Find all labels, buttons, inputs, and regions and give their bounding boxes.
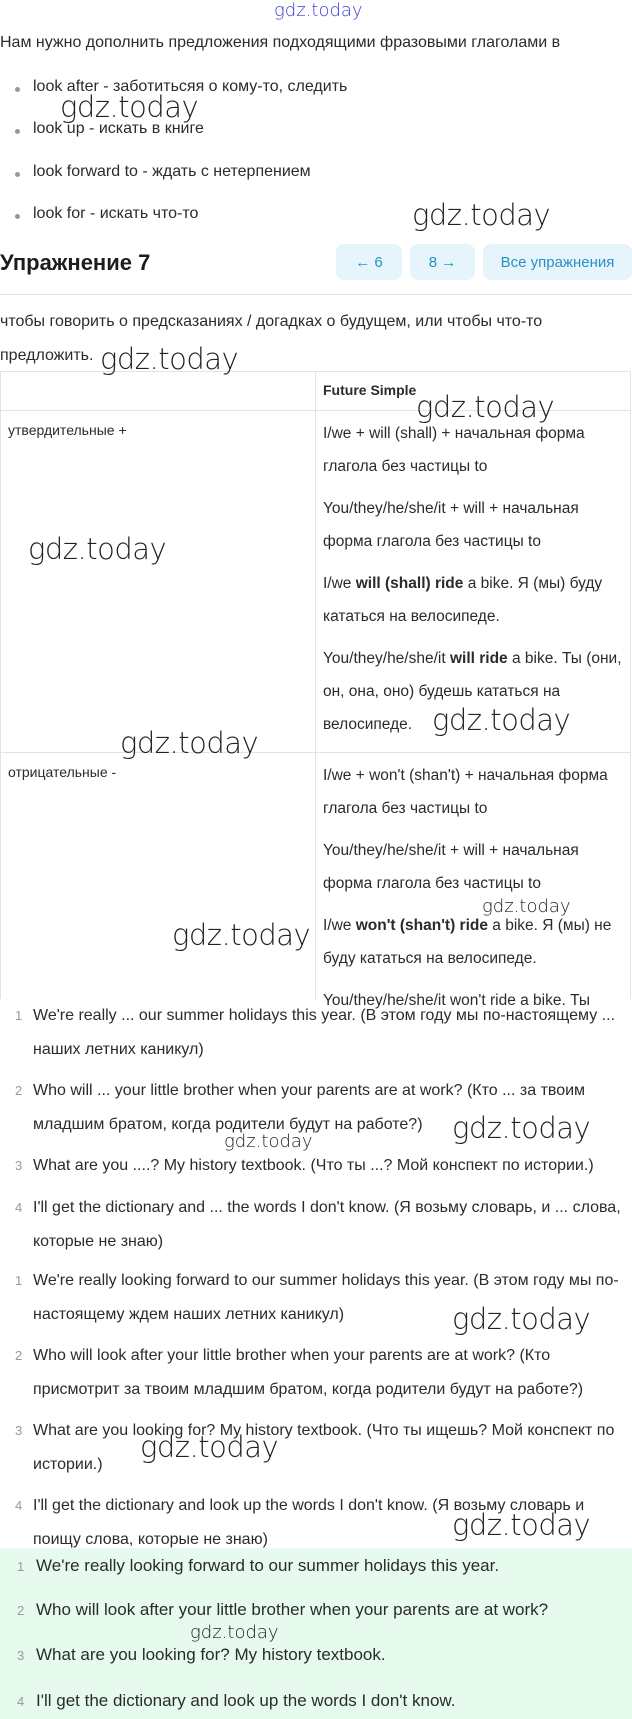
watermark: gdz.today xyxy=(190,1622,279,1643)
example-text: I/we xyxy=(323,575,356,592)
example-verb: won't (shan't) ride xyxy=(355,917,488,934)
table-cell: You/they/he/she/it won't ride a bike. Ты xyxy=(323,992,591,1009)
explanation-text: чтобы говорить о предсказаниях / догадках о будущем, или чтобы что-то предложить. xyxy=(0,313,543,364)
item-number: 1 xyxy=(17,1559,25,1574)
watermark: gdz.today xyxy=(452,1302,591,1336)
item-text: We're really looking forward to our summer holidays this year. xyxy=(36,1556,500,1575)
watermark: gdz.today xyxy=(28,532,167,566)
row-label-negative: отрицательные - xyxy=(8,764,117,780)
item-text: Who will ... your little brother when your parents are at work? (Кто ... за твоим младшим братом, когда родители будут на работе?) xyxy=(33,1082,586,1133)
watermark: gdz.today xyxy=(452,1508,591,1542)
example-verb: will ride xyxy=(449,650,508,667)
watermark: gdz.today xyxy=(412,198,551,232)
item-number: 4 xyxy=(17,1694,25,1709)
example-text: You/they/he/she/it xyxy=(323,650,450,667)
watermark: gdz.today xyxy=(140,1430,279,1464)
item-number: 4 xyxy=(15,1498,23,1513)
next-exercise-button[interactable]: 8 → xyxy=(410,244,475,280)
example-text: a bike. Я (мы) не буду кататься на велосипеде. xyxy=(323,917,612,967)
item-number: 2 xyxy=(15,1083,23,1098)
table-divider xyxy=(1,752,630,753)
table-header: Future Simple xyxy=(323,382,417,398)
watermark: gdz.today xyxy=(432,703,571,737)
example-verb: will (shall) ride xyxy=(355,575,464,592)
item-text: We're really ... our summer holidays this year. (В этом году мы по-настоящему ... наших летних каникул) xyxy=(33,1007,616,1058)
list-item-text: look for - искать что-то xyxy=(33,205,199,222)
table-cell: You/they/he/she/it + will + начальная форма глагола без частицы to xyxy=(323,842,579,892)
intro-text: Нам нужно дополнить предложения подходящими фразовыми глаголами в xyxy=(0,34,561,51)
item-text: Who will look after your little brother when your parents are at work? xyxy=(36,1600,549,1619)
row-label-affirmative: утвердительные + xyxy=(8,422,127,438)
item-number: 1 xyxy=(15,1273,23,1288)
bullet-dot xyxy=(15,172,20,177)
table-cell xyxy=(323,567,629,633)
list-item-text: look up - искать в книге xyxy=(33,120,204,137)
watermark: gdz.today xyxy=(452,1111,591,1145)
item-number: 3 xyxy=(17,1648,25,1663)
watermark: gdz.today xyxy=(120,726,259,760)
divider xyxy=(0,294,632,295)
item-number: 3 xyxy=(15,1158,23,1173)
watermark: gdz.today xyxy=(416,390,555,424)
item-text: Who will look after your little brother when your parents are at work? (Кто присмотрит за твоим младшим братом, когда родители будут на работе?) xyxy=(33,1347,584,1398)
watermark: gdz.today xyxy=(60,90,199,124)
item-text: I'll get the dictionary and ... the words I don't know. (Я возьму словарь, и ... слова, которые не знаю) xyxy=(33,1199,621,1250)
exercise-title: Упражнение 7 xyxy=(0,250,151,275)
item-text: What are you looking for? My history textbook. (Что ты ищешь? Мой конспект по истории.) xyxy=(33,1422,615,1473)
table-cell: I/we + won't (shan't) + начальная форма глагола без частицы to xyxy=(323,767,608,817)
item-text: I'll get the dictionary and look up the words I don't know. (Я возьму словарь и поищу слова, которые не знаю) xyxy=(33,1497,585,1548)
table-cell: You/they/he/she/it + will + начальная форма глагола без частицы to xyxy=(323,500,579,550)
item-number: 4 xyxy=(15,1200,23,1215)
watermark: gdz.today xyxy=(224,1131,313,1152)
item-text: I'll get the dictionary and look up the words I don't know. xyxy=(36,1691,456,1710)
item-text: What are you ....? My history textbook. (Что ты ...? Мой конспект по истории.) xyxy=(33,1157,594,1174)
table-cell: I/we + will (shall) + начальная форма глагола без частицы to xyxy=(323,425,585,475)
example-text: I/we xyxy=(323,917,356,934)
item-number: 2 xyxy=(17,1603,25,1618)
example-text: a bike. Ты (они, он, она, оно) будешь кататься на велосипеде. xyxy=(323,650,622,733)
watermark: gdz.today xyxy=(482,896,571,917)
example-text: a bike. Я (мы) буду кататься на велосипеде. xyxy=(323,575,603,625)
item-text: We're really looking forward to our summer holidays this year. (В этом году мы по-настоящему ждем наших летних каникул) xyxy=(33,1272,619,1323)
watermark: gdz.today xyxy=(100,342,239,376)
list-item-text: look forward to - ждать с нетерпением xyxy=(33,163,311,180)
bullet-dot xyxy=(15,129,20,134)
bullet-dot xyxy=(15,214,20,219)
watermark: gdz.today xyxy=(172,918,311,952)
item-text: What are you looking for? My history textbook. xyxy=(36,1645,386,1664)
final-answers-panel xyxy=(0,1548,632,1719)
table-divider xyxy=(315,372,316,999)
item-number: 2 xyxy=(15,1348,23,1363)
watermark-top: gdz.today xyxy=(274,0,363,21)
prev-exercise-button[interactable]: ← 6 xyxy=(336,244,402,280)
bullet-dot xyxy=(15,87,20,92)
item-number: 3 xyxy=(15,1423,23,1438)
list-item-text: look after - заботитьсяя о кому-то, следить xyxy=(33,78,348,95)
table-cell xyxy=(323,909,629,975)
item-number: 1 xyxy=(15,1008,23,1023)
all-exercises-button[interactable]: Все упражнения xyxy=(483,244,632,280)
